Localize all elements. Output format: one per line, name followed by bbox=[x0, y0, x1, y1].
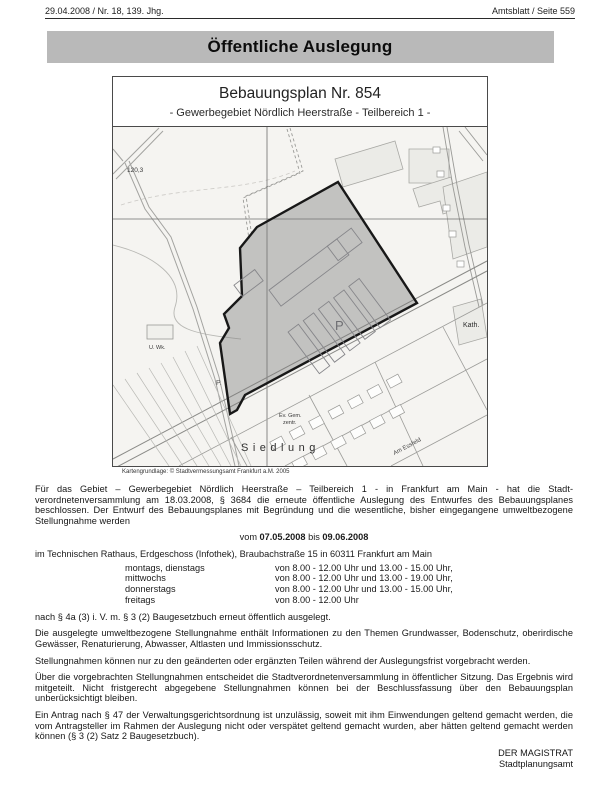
period-end-date: 09.06.2008 bbox=[322, 532, 369, 543]
signature-line-2: Stadtplanungsamt bbox=[498, 758, 573, 769]
map-label-evgem-1: Ev. Gem. bbox=[279, 413, 302, 419]
period-middle: bis bbox=[308, 532, 320, 543]
page-number-info: Amtsblatt / Seite 559 bbox=[491, 6, 575, 16]
map-label-parking-small: P. bbox=[216, 380, 222, 387]
paragraph-environment: Die ausgelegte umweltbezogene Stellungnahme enthält Informationen zu den Themen Grundwasser, Bodenschutz, oberirdische Gewässer, Renaturierung, Abwasser, Altlasten und Immissionsschutz. bbox=[35, 628, 573, 649]
schedule-row bbox=[125, 595, 573, 606]
issue-info: 29.04.2008 / Nr. 18, 139. Jhg. bbox=[45, 6, 164, 16]
schedule-hours: von 8.00 - 12.00 Uhr bbox=[275, 594, 359, 605]
schedule-days: donnerstags bbox=[125, 584, 176, 595]
plan-box-header bbox=[113, 77, 487, 127]
site-plan-map bbox=[113, 127, 487, 466]
paragraph-application: Ein Antrag nach § 47 der Verwaltungsgerichtsordnung ist unzulässig, soweit mit ihm Einwendungen geltend gemacht werden, die vom Antragsteller im Rahmen der Auslegung nicht oder verspätet geltend gemacht wurden, aber hätten geltend gemacht werden können (§ 3 (2) Satz 2 Baugesetzbuch). bbox=[35, 709, 573, 742]
map-source-caption: Kartengrundlage: © Stadtvermessungsamt Frankfurt a.M. 2005 bbox=[122, 469, 290, 475]
display-period-line bbox=[35, 532, 573, 543]
map-label-elevation: 120,3 bbox=[127, 167, 144, 174]
page-header bbox=[45, 0, 575, 19]
schedule-hours: von 8.00 - 12.00 Uhr und 13.00 - 15.00 Uhr, bbox=[275, 584, 453, 595]
schedule-days: freitags bbox=[125, 594, 156, 605]
paragraph-legal-basis: nach § 4a (3) i. V. m. § 3 (2) Baugesetzbuch erneut öffentlich ausgelegt. bbox=[35, 611, 331, 622]
map-label-evgem-2: zentr. bbox=[283, 420, 297, 426]
map-label-parking-large: P bbox=[335, 318, 344, 333]
schedule-hours: von 8.00 - 12.00 Uhr und 13.00 - 19.00 Uhr, bbox=[275, 573, 453, 584]
notice-body bbox=[35, 484, 573, 770]
map-label-siedlung: Siedlung bbox=[241, 442, 320, 454]
location-line: im Technischen Rathaus, Erdgeschoss (Infothek), Braubachstraße 15 in 60311 Frankfurt am Main bbox=[35, 548, 432, 559]
opening-hours-table bbox=[125, 563, 573, 606]
schedule-hours: von 8.00 - 12.00 Uhr und 13.00 - 15.00 Uhr, bbox=[275, 562, 453, 573]
plan-title: Bebauungsplan Nr. 854 bbox=[218, 85, 382, 102]
period-prefix: vom bbox=[239, 532, 257, 543]
plan-subtitle: - Gewerbegebiet Nördlich Heerstraße - Teilbereich 1 - bbox=[169, 107, 431, 119]
paragraph-decision: Über die vorgebrachten Stellungnahmen entscheidet die Stadtverordnetenversammlung in öffentlicher Sitzung. Das Ergebnis wird mitgeteilt. Nicht fristgerecht abgegebene Stellungnahmen können bei der Beschlussfassung über den Bebauungsplan unberücksichtigt bleiben. bbox=[35, 672, 573, 704]
map-label-kath: Kath. bbox=[463, 322, 480, 329]
map-label-am-essfeld: Am Essfeld bbox=[392, 437, 423, 457]
schedule-row bbox=[125, 584, 573, 595]
signature-line-1: DER MAGISTRAT bbox=[498, 747, 573, 758]
schedule-days: montags, dienstags bbox=[125, 562, 205, 573]
map-label-uwk: U. Wk. bbox=[149, 345, 166, 351]
notice-title-banner bbox=[47, 31, 554, 63]
schedule-row bbox=[125, 563, 573, 574]
map-image bbox=[113, 127, 487, 466]
paragraph-deadline: Stellungnahmen können nur zu den geänderten oder ergänzten Teilen während der Auslegungsfrist vorgebracht werden. bbox=[35, 655, 531, 666]
signature-block bbox=[35, 748, 573, 770]
schedule-days: mittwochs bbox=[125, 573, 166, 584]
plan-box bbox=[112, 76, 488, 467]
notice-title: Öffentliche Auslegung bbox=[207, 37, 393, 56]
schedule-row bbox=[125, 573, 573, 584]
map-uwk-building bbox=[147, 325, 173, 339]
paragraph-intro: Für das Gebiet – Gewerbegebiet Nördlich Heerstraße – Teilbereich 1 - in Frankfurt am Main - hat die Stadtverordnetenversammlung am 18.03.2008, § 3684 die erneute öffentliche Auslegung des Entwurfes des Bebauungsplanes beschlossen. Der Entwurf des Bebauungsplanes mit Begründung und die wesentliche, bisher eingegangene umweltbezogene Stellungnahme werden bbox=[35, 484, 573, 526]
period-start-date: 07.05.2008 bbox=[259, 532, 306, 543]
